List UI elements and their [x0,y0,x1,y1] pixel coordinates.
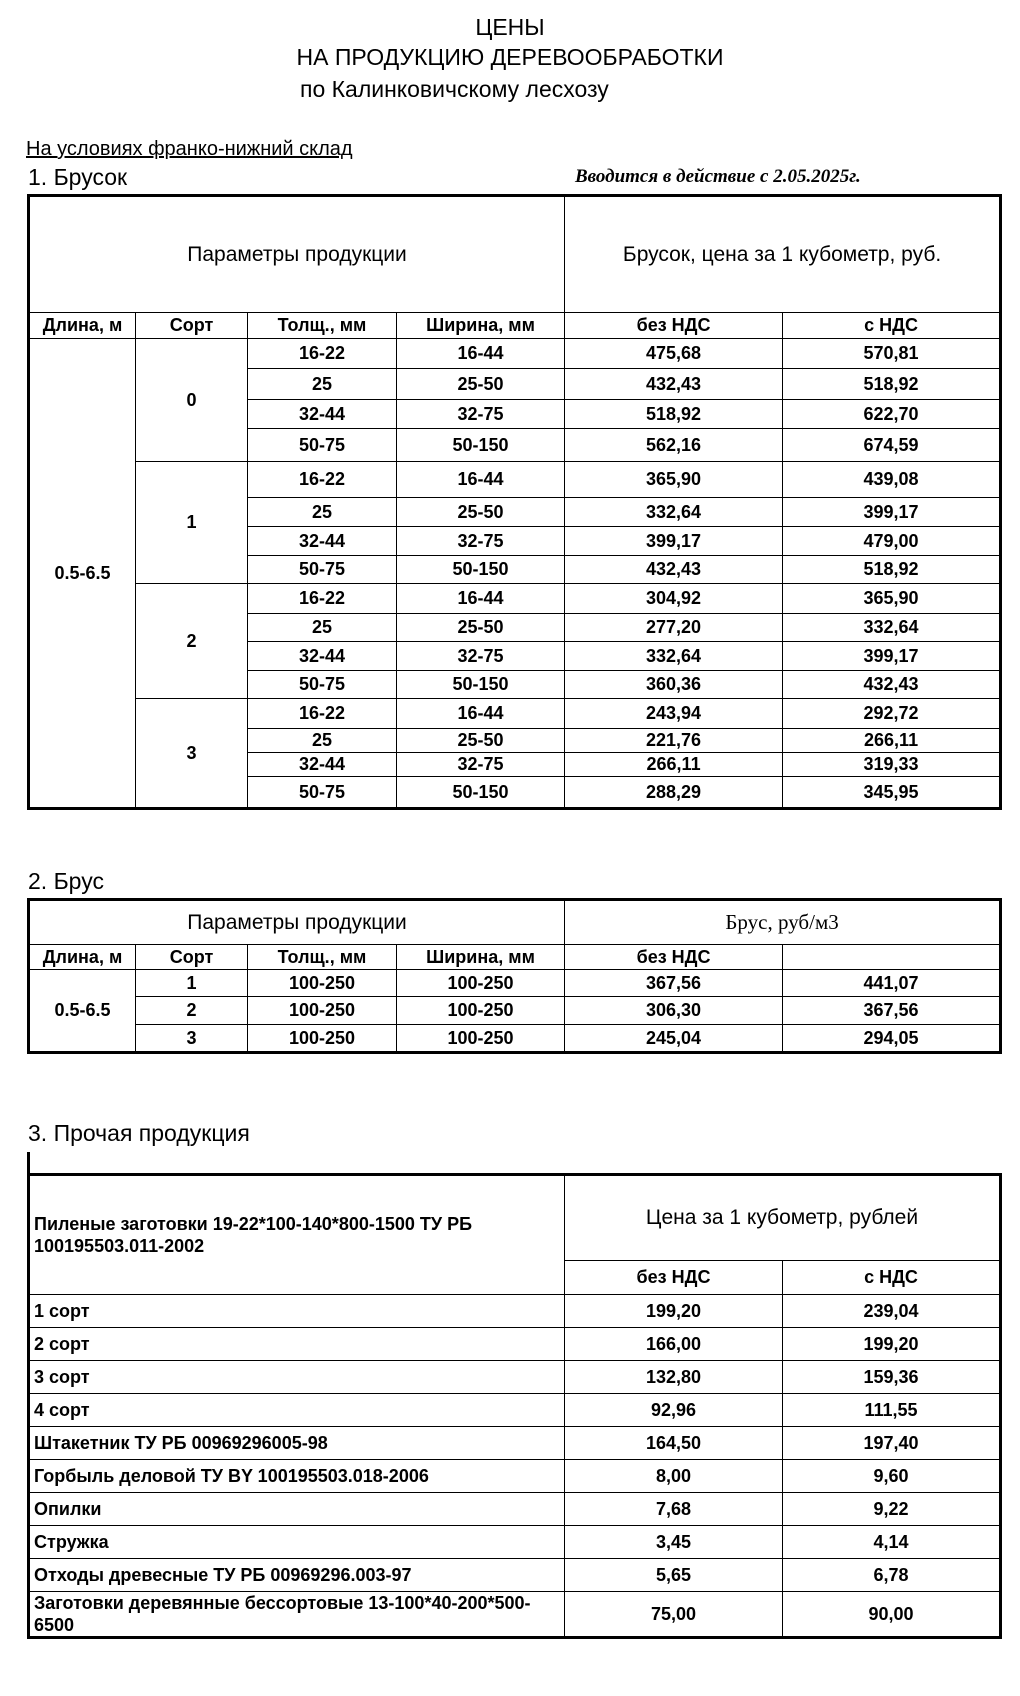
width-cell: 50-150 [397,777,565,809]
product-name-cell: 1 сорт [29,1295,565,1328]
width-cell: 100-250 [397,1025,565,1053]
product-name-cell: Горбыль деловой ТУ BY 100195503.018-2006 [29,1460,565,1493]
price-net-cell: 245,04 [565,1025,783,1053]
price-vat-cell: 622,70 [783,400,1001,429]
thickness-cell: 32-44 [248,527,397,556]
table-row [29,1328,1001,1361]
price-vat-cell: 367,56 [783,997,1001,1025]
width-cell: 25-50 [397,369,565,400]
thickness-cell: 50-75 [248,556,397,584]
width-cell: 100-250 [397,970,565,997]
column-header: без НДС [565,313,783,339]
price-vat-cell: 294,05 [783,1025,1001,1053]
price-vat-cell: 292,72 [783,699,1001,729]
thickness-cell: 25 [248,369,397,400]
thickness-cell: 16-22 [248,584,397,614]
col-vat: с НДС [783,1261,1001,1295]
price-vat-cell: 441,07 [783,970,1001,997]
price-net-cell: 367,56 [565,970,783,997]
price-vat-cell: 239,04 [783,1295,1001,1328]
column-header: без НДС [565,945,783,970]
width-cell: 16-44 [397,699,565,729]
thickness-cell: 100-250 [248,1025,397,1053]
column-header: Ширина, мм [397,313,565,339]
section2-title: 2. Брус [28,868,104,894]
column-header: с НДС [783,313,1001,339]
column-header: Длина, м [29,313,136,339]
section1-table [27,194,1002,810]
price-vat-cell: 159,36 [783,1361,1001,1394]
price-vat-cell: 439,08 [783,462,1001,498]
thickness-cell: 25 [248,498,397,527]
width-cell: 32-75 [397,753,565,777]
product-name-cell: Штакетник ТУ РБ 00969296005-98 [29,1427,565,1460]
price-net-cell: 332,64 [565,498,783,527]
price-net-cell: 332,64 [565,642,783,671]
column-header: Длина, м [29,945,136,970]
width-cell: 25-50 [397,729,565,753]
price-net-cell: 221,76 [565,729,783,753]
width-cell: 16-44 [397,462,565,498]
grade-cell: 2 [136,584,248,699]
price-vat-cell: 9,60 [783,1460,1001,1493]
effective-date: Вводится в действие с 2.05.2025г. [575,166,861,187]
thickness-cell: 25 [248,614,397,642]
width-cell: 16-44 [397,339,565,369]
column-header: Сорт [136,945,248,970]
table-row [29,1025,1001,1053]
price-net-cell: 562,16 [565,429,783,462]
doc-title: ЦЕНЫ [475,14,545,40]
grade-cell: 1 [136,970,248,997]
thickness-cell: 100-250 [248,970,397,997]
price-vat-cell: 399,17 [783,642,1001,671]
price-vat-cell: 479,00 [783,527,1001,556]
section3-title: 3. Прочая продукция [28,1120,250,1146]
price-vat-cell: 197,40 [783,1427,1001,1460]
width-cell: 50-150 [397,429,565,462]
product-name-cell: 2 сорт [29,1328,565,1361]
column-header: Сорт [136,313,248,339]
price-net-cell: 243,94 [565,699,783,729]
thickness-cell: 25 [248,729,397,753]
thickness-cell: 100-250 [248,997,397,1025]
price-net-cell: 164,50 [565,1427,783,1460]
table-row [29,699,1001,729]
table-row [29,970,1001,997]
table-row [29,1493,1001,1526]
price-net-cell: 199,20 [565,1295,783,1328]
price-header: Брусок, цена за 1 кубометр, руб. [565,196,1001,313]
price-net-cell: 360,36 [565,671,783,699]
price-net-cell: 266,11 [565,753,783,777]
price-net-cell: 75,00 [565,1592,783,1638]
width-cell: 32-75 [397,400,565,429]
price-vat-cell: 399,17 [783,498,1001,527]
table-row [29,1394,1001,1427]
width-cell: 32-75 [397,527,565,556]
section1-title: 1. Брусок [28,164,128,190]
table-row [29,1295,1001,1328]
price-vat-cell: 518,92 [783,369,1001,400]
price-net-cell: 432,43 [565,369,783,400]
price-vat-cell: 319,33 [783,753,1001,777]
length-cell: 0.5-6.5 [29,970,136,1053]
price-vat-cell: 365,90 [783,584,1001,614]
price-net-cell: 166,00 [565,1328,783,1361]
price-net-cell: 5,65 [565,1559,783,1592]
table-row [29,584,1001,614]
width-cell: 100-250 [397,997,565,1025]
thickness-cell: 16-22 [248,462,397,498]
table-row [29,462,1001,498]
thickness-cell: 16-22 [248,339,397,369]
table-row [29,1460,1001,1493]
width-cell: 32-75 [397,642,565,671]
divider [27,1152,30,1174]
price-header: Цена за 1 кубометр, рублей [565,1175,1001,1261]
column-header: Ширина, мм [397,945,565,970]
price-vat-cell: 90,00 [783,1592,1001,1638]
column-header [783,945,1001,970]
grade-cell: 1 [136,462,248,584]
delivery-conditions: На условиях франко-нижний склад [26,138,353,160]
length-cell: 0.5-6.5 [29,339,136,809]
params-header: Параметры продукции [29,196,565,313]
price-net-cell: 7,68 [565,1493,783,1526]
thickness-cell: 16-22 [248,699,397,729]
table-row [29,1526,1001,1559]
product-name-cell: 4 сорт [29,1394,565,1427]
thickness-cell: 32-44 [248,753,397,777]
product-header: Пиленые заготовки 19-22*100-140*800-1500 ТУ РБ 100195503.011-2002 [29,1175,565,1295]
price-net-cell: 304,92 [565,584,783,614]
price-net-cell: 518,92 [565,400,783,429]
table-row [29,1592,1001,1638]
price-net-cell: 475,68 [565,339,783,369]
width-cell: 50-150 [397,671,565,699]
price-vat-cell: 6,78 [783,1559,1001,1592]
price-net-cell: 8,00 [565,1460,783,1493]
price-vat-cell: 345,95 [783,777,1001,809]
table-row [29,1427,1001,1460]
grade-cell: 2 [136,997,248,1025]
price-net-cell: 432,43 [565,556,783,584]
width-cell: 25-50 [397,498,565,527]
table-row [29,339,1001,369]
grade-cell: 3 [136,699,248,809]
price-net-cell: 365,90 [565,462,783,498]
table-row [29,1559,1001,1592]
price-net-cell: 132,80 [565,1361,783,1394]
column-header: Толщ., мм [248,945,397,970]
doc-subtitle: НА ПРОДУКЦИЮ ДЕРЕВООБРАБОТКИ [296,44,724,70]
product-name-cell: Стружка [29,1526,565,1559]
thickness-cell: 50-75 [248,671,397,699]
thickness-cell: 32-44 [248,642,397,671]
thickness-cell: 50-75 [248,429,397,462]
thickness-cell: 50-75 [248,777,397,809]
price-vat-cell: 111,55 [783,1394,1001,1427]
price-net-cell: 92,96 [565,1394,783,1427]
price-vat-cell: 674,59 [783,429,1001,462]
section2-table [27,898,1002,1054]
price-vat-cell: 332,64 [783,614,1001,642]
width-cell: 16-44 [397,584,565,614]
thickness-cell: 32-44 [248,400,397,429]
table-row [29,997,1001,1025]
price-net-cell: 3,45 [565,1526,783,1559]
price-net-cell: 288,29 [565,777,783,809]
section3-table [27,1173,1002,1639]
price-vat-cell: 432,43 [783,671,1001,699]
width-cell: 25-50 [397,614,565,642]
column-header: Толщ., мм [248,313,397,339]
col-net: без НДС [565,1261,783,1295]
params-header: Параметры продукции [29,900,565,945]
width-cell: 50-150 [397,556,565,584]
price-vat-cell: 518,92 [783,556,1001,584]
price-vat-cell: 570,81 [783,339,1001,369]
price-net-cell: 399,17 [565,527,783,556]
product-name-cell: Отходы древесные ТУ РБ 00969296.003-97 [29,1559,565,1592]
price-vat-cell: 9,22 [783,1493,1001,1526]
doc-organization: по Калинковичскому лесхозу [300,76,609,102]
price-header: Брус, руб/м3 [565,900,1001,945]
price-net-cell: 306,30 [565,997,783,1025]
price-net-cell: 277,20 [565,614,783,642]
price-vat-cell: 4,14 [783,1526,1001,1559]
price-vat-cell: 199,20 [783,1328,1001,1361]
price-vat-cell: 266,11 [783,729,1001,753]
grade-cell: 0 [136,339,248,462]
table-row [29,1361,1001,1394]
grade-cell: 3 [136,1025,248,1053]
product-name-cell: Опилки [29,1493,565,1526]
product-name-cell: Заготовки деревянные бессортовые 13-100*40-200*500-6500 [29,1592,565,1638]
product-name-cell: 3 сорт [29,1361,565,1394]
